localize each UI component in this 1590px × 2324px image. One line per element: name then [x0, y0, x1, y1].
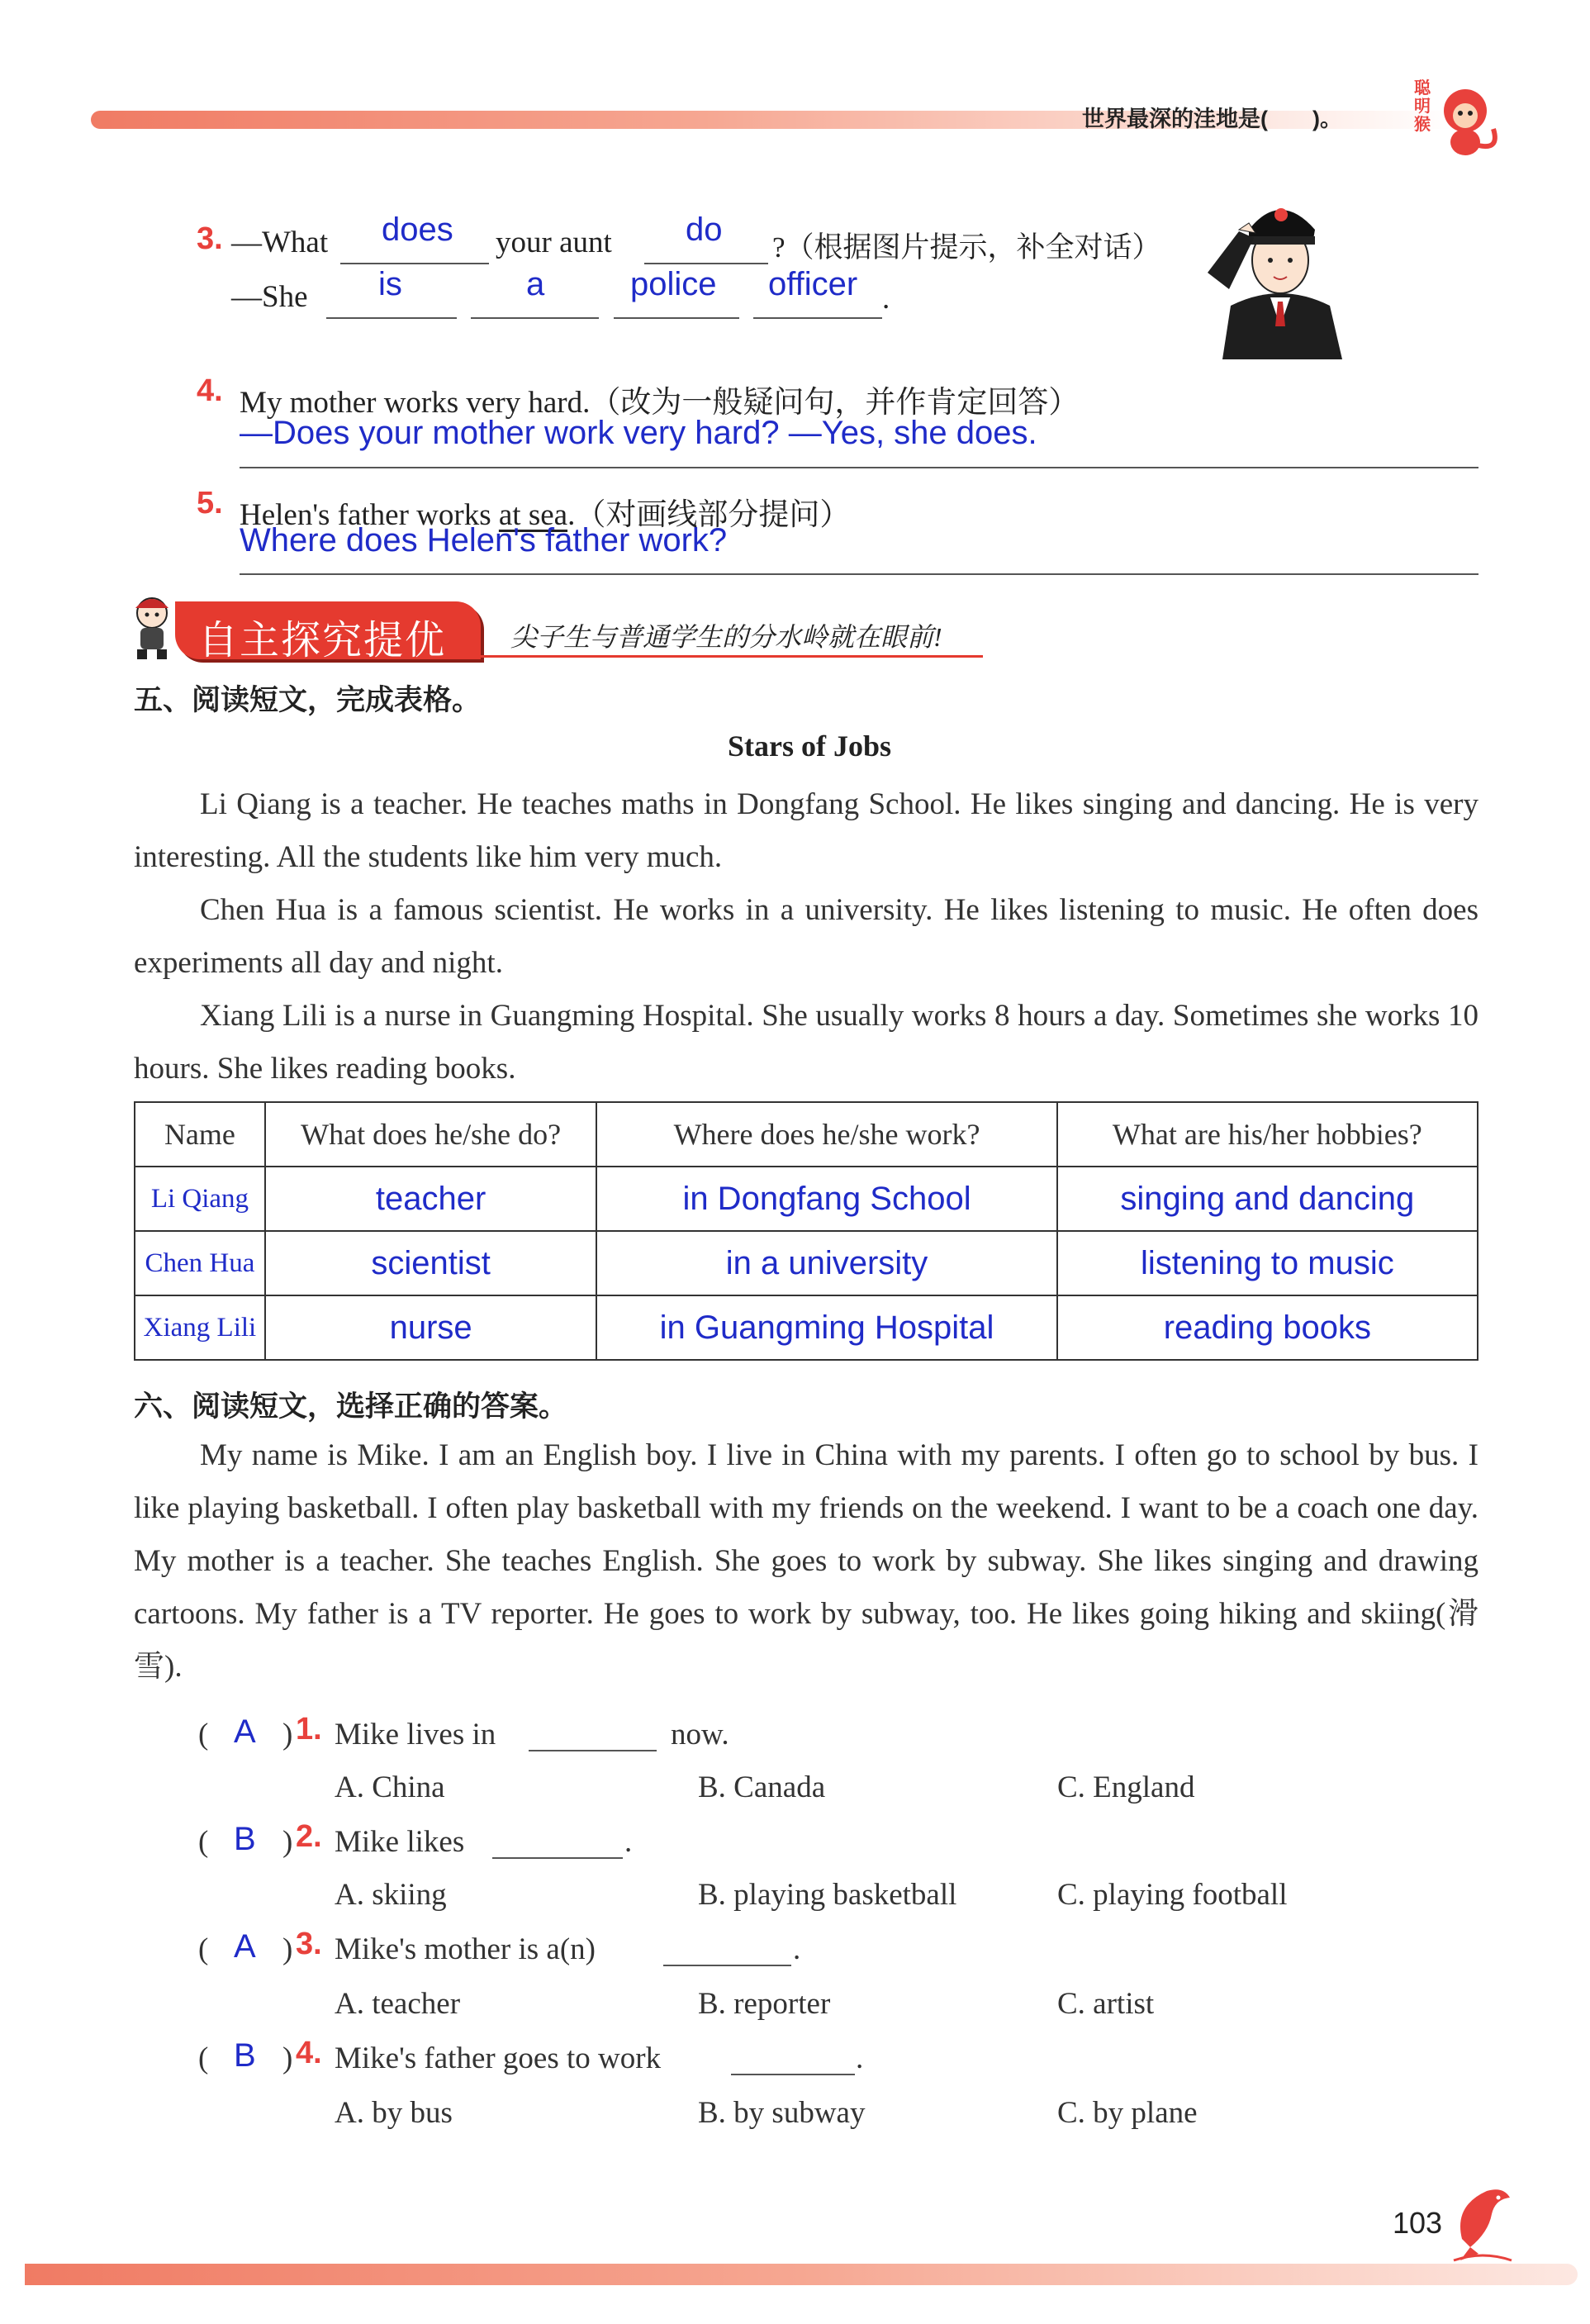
q3-answer-is: is [378, 266, 402, 302]
q3-blank-6[interactable] [753, 317, 882, 319]
question-3-option[interactable]: B. reporter [698, 1987, 831, 2021]
table-header-cell: Where does he/she work? [596, 1102, 1056, 1167]
footer-stripe [25, 2264, 1578, 2285]
table-row [135, 1167, 1478, 1231]
table-cell[interactable]: singing and dancing [1057, 1167, 1478, 1231]
table-cell[interactable]: nurse [265, 1295, 597, 1360]
table-cell[interactable]: teacher [265, 1167, 597, 1231]
q3-line1-instruction: ?（根据图片提示，补全对话） [772, 231, 1161, 264]
question-3-option[interactable]: C. artist [1057, 1987, 1155, 2021]
q3-line1-aunt: your aunt [496, 226, 612, 259]
q3-blank-4[interactable] [471, 317, 599, 319]
question-3-stem: Mike's mother is a(n) [335, 1932, 596, 1966]
section5-paragraph: Li Qiang is a teacher. He teaches maths in Dongfang School. He likes singing and dancing. He is very interesting. All the students like him very much. [134, 787, 1478, 874]
section6-passage [134, 1429, 1478, 1694]
question-3-stem-end: . [793, 1932, 801, 1966]
section6-paragraph: My name is Mike. I am an English boy. I live in China with my parents. I often go to school by bus. I like playing basketball. I often play basketball with my friends on the weekend. I want to be a coach one day. My mother is a teacher. She teaches English. She goes to work by subway. She likes singing and drawing cartoons. My father is a TV reporter. He goes to work by subway, too. He likes going hiking and skiing(滑雪). [134, 1438, 1478, 1684]
question-2-bracket-close: ) [282, 1825, 293, 1859]
header-tip: 世界最深的洼地是( )。 [1082, 107, 1342, 131]
page-number: 103 [1393, 2206, 1443, 2240]
q5-underlined-phrase: at sea [498, 498, 568, 532]
q3-blank-3[interactable] [326, 317, 457, 319]
question-4-bracket: ( [198, 2041, 209, 2075]
question-3-option[interactable]: A. teacher [335, 1987, 461, 2021]
dolphin-icon [1445, 2181, 1520, 2264]
question-4-bracket-close: ) [282, 2041, 293, 2075]
table-cell[interactable]: in Guangming Hospital [596, 1295, 1056, 1360]
table-cell[interactable]: reading books [1057, 1295, 1478, 1360]
table-header-row [135, 1102, 1478, 1167]
section5-heading: 五、阅读短文，完成表格。 [134, 684, 482, 716]
jobs-table [134, 1101, 1478, 1361]
question-2-number: 2. [296, 1819, 322, 1854]
q4-answer-line[interactable] [240, 467, 1478, 468]
table-header-cell: Name [135, 1102, 265, 1167]
question-4-number: 4. [296, 2036, 322, 2070]
q3-blank-5[interactable] [614, 317, 739, 319]
question-1-bracket-close: ) [282, 1718, 293, 1751]
question-2-bracket: ( [198, 1825, 209, 1859]
table-row [135, 1295, 1478, 1360]
section5-paragraph: Chen Hua is a famous scientist. He works in a university. He likes listening to music. He often does experiments all day and night. [134, 893, 1478, 980]
banner-underline [479, 655, 983, 658]
banner-slogan: 尖子生与普通学生的分水岭就在眼前! [510, 622, 942, 652]
q3-answer-a: a [526, 266, 545, 302]
banner-title: 自主探究提优 [198, 619, 447, 663]
question-2-option[interactable]: A. skiing [335, 1878, 447, 1912]
table-row [135, 1231, 1478, 1295]
table-header-cell: What does he/she do? [265, 1102, 597, 1167]
kid-mascot-icon [124, 595, 182, 661]
question-4-option[interactable]: B. by subway [698, 2096, 866, 2130]
table-cell[interactable]: scientist [265, 1231, 597, 1295]
police-officer-illustration [1206, 182, 1355, 359]
table-cell-name: Li Qiang [135, 1167, 265, 1231]
q5-text-b: .（对画线部分提问） [567, 498, 851, 532]
q5-text-a: Helen's father works [240, 498, 499, 532]
question-1-blank [529, 1750, 657, 1751]
question-1-option[interactable]: B. Canada [698, 1770, 826, 1804]
question-4-stem-end: . [856, 2041, 864, 2075]
table-cell-name: Xiang Lili [135, 1295, 265, 1360]
question-4-blank [731, 2074, 855, 2075]
question-2-stem-end: . [624, 1825, 633, 1859]
question-1-option[interactable]: A. China [335, 1770, 445, 1804]
q3-answer-does: does [382, 211, 453, 248]
table-cell[interactable]: listening to music [1057, 1231, 1478, 1295]
question-1-number: 1. [296, 1712, 322, 1747]
q3-line1-what: —What [231, 226, 329, 259]
q4-number: 4. [197, 373, 223, 408]
question-1-answer[interactable]: A [234, 1713, 256, 1750]
question-1-option[interactable]: C. England [1057, 1770, 1195, 1804]
question-3-bracket: ( [198, 1932, 209, 1966]
question-4-option[interactable]: C. by plane [1057, 2096, 1198, 2130]
table-cell[interactable]: in a university [596, 1231, 1056, 1295]
q4-text: My mother works very hard.（改为一般疑问句，并作肯定回答） [240, 386, 1080, 420]
table-cell-name: Chen Hua [135, 1231, 265, 1295]
q3-number: 3. [197, 221, 223, 256]
question-2-answer[interactable]: B [234, 1821, 256, 1857]
q5-number: 5. [197, 486, 223, 520]
section6-heading: 六、阅读短文，选择正确的答案。 [134, 1390, 568, 1423]
q5-answer-line[interactable] [240, 573, 1478, 575]
question-3-answer[interactable]: A [234, 1928, 256, 1965]
section5-title: Stars of Jobs [727, 730, 892, 763]
q3-blank-1[interactable] [340, 263, 489, 264]
table-header-cell: What are his/her hobbies? [1057, 1102, 1478, 1167]
question-1-bracket: ( [198, 1718, 209, 1751]
question-1-stem-end: now. [671, 1718, 729, 1751]
question-2-blank [492, 1857, 623, 1859]
q3-answer-officer: officer [768, 266, 858, 302]
question-2-option[interactable]: B. playing basketball [698, 1878, 957, 1912]
question-4-stem: Mike's father goes to work [335, 2041, 662, 2075]
q3-period: . [882, 282, 890, 316]
table-cell[interactable]: in Dongfang School [596, 1167, 1056, 1231]
question-4-option[interactable]: A. by bus [335, 2096, 453, 2130]
q3-answer-police: police [630, 266, 717, 302]
question-3-bracket-close: ) [282, 1932, 293, 1966]
q3-answer-do: do [686, 211, 723, 248]
q4-answer: —Does your mother work very hard? —Yes, she does. [240, 415, 1037, 451]
q3-blank-2[interactable] [644, 263, 768, 264]
mascot-label: 聪明猴 [1414, 79, 1431, 134]
question-2-option[interactable]: C. playing football [1057, 1878, 1288, 1912]
question-4-answer[interactable]: B [234, 2037, 256, 2074]
question-2-stem: Mike likes [335, 1825, 465, 1859]
q5-answer: Where does Helen's father work? [240, 522, 728, 558]
section5-paragraph: Xiang Lili is a nurse in Guangming Hospital. She usually works 8 hours a day. Sometimes she works 10 hours. She likes reading books. [134, 999, 1478, 1086]
question-1-stem: Mike lives in [335, 1718, 496, 1751]
question-3-blank [663, 1965, 791, 1966]
section5-passage [134, 778, 1478, 1095]
question-3-number: 3. [296, 1927, 322, 1961]
q3-line2-she: —She [231, 280, 308, 314]
